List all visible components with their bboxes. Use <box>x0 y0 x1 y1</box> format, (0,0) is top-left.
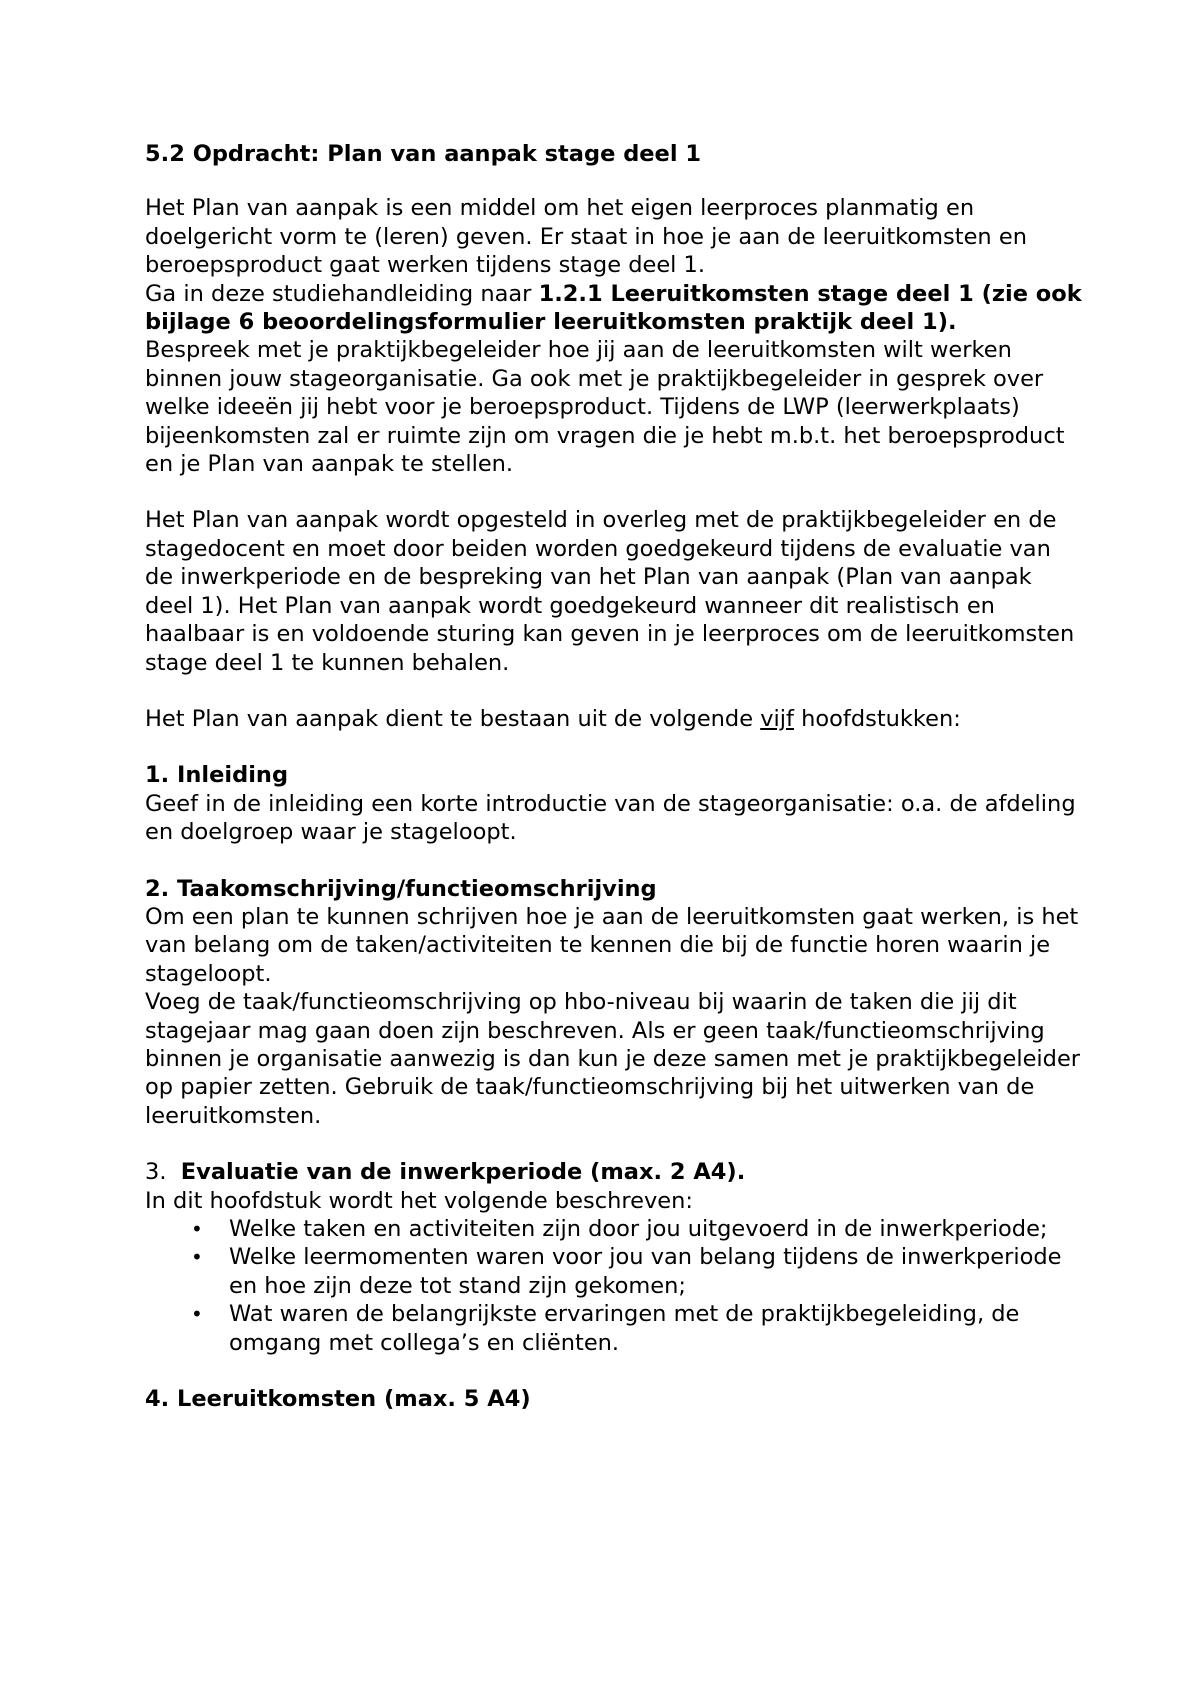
page-title: 5.2 Opdracht: Plan van aanpak stage deel 1 <box>145 141 702 167</box>
chapters-intro-prefix: Het Plan van aanpak dient te bestaan uit de volgende <box>145 705 761 732</box>
list-item-text: Welke leermomenten waren voor jou van belang tijdens de inwerkperiode en hoe zijn deze tot stand zijn gekomen; <box>229 1244 1062 1299</box>
intro-paragraph-2 <box>145 280 1085 337</box>
list-item <box>145 1300 1085 1357</box>
intro-paragraph-2-prefix: Ga in deze studiehandleiding naar <box>145 280 539 307</box>
approval-paragraph: Het Plan van aanpak wordt opgesteld in overleg met de praktijkbegeleider en de stagedocent en moet door beiden worden goedgekeurd tijdens de evaluatie van de inwerkperiode en de bespreking van het Plan van aanpak (Plan van aanpak deel 1). Het Plan van aanpak wordt goedgekeurd wanneer dit realistisch en haalbaar is en voldoende sturing kan geven in je leerproces om de leeruitkomsten stage deel 1 te kunnen behalen. <box>145 507 1075 676</box>
list-item-text: Welke taken en activiteiten zijn door jou uitgevoerd in de inwerkperiode; <box>229 1216 1048 1242</box>
list-item-text: Wat waren de belangrijkste ervaringen met de praktijkbegeleiding, de omgang met collega’s en cliënten. <box>229 1301 1020 1356</box>
list-item <box>145 1243 1085 1300</box>
section-3-number: 3. <box>145 1159 167 1186</box>
section-3-text: In dit hoofdstuk wordt het volgende beschreven: <box>145 1187 693 1214</box>
intro-paragraph-2-reference: 1.2.1 Leeruitkomsten stage deel 1 (zie ook bijlage 6 beoordelingsformulier leeruitkomsten praktijk deel 1). <box>145 280 1082 336</box>
section-4-heading: 4. Leeruitkomsten (max. 5 A4) <box>145 1386 531 1413</box>
section-3-heading <box>145 1158 1085 1186</box>
bullet-icon: • <box>191 1302 203 1327</box>
section-1-text: Geef in de inleiding een korte introductie van de stageorganisatie: o.a. de afdeling en doelgroep waar je stageloopt. <box>145 790 1076 846</box>
intro-paragraph-1: Het Plan van aanpak is een middel om het eigen leerproces planmatig en doelgericht vorm te (leren) geven. Er staat in hoe je aan de leeruitkomsten en beroepsproduct gaat werken tijdens stage deel 1. <box>145 195 1027 279</box>
section-3-heading-text: Evaluatie van de inwerkperiode (max. 2 A4). <box>180 1159 746 1186</box>
section-2-text-2: Voeg de taak/functieomschrijving op hbo-niveau bij waarin de taken die jij dit stagejaar mag gaan doen zijn beschreven. Als er geen taak/functieomschrijving binnen je organisatie aanwezig is dan kun je deze samen met je praktijkbegeleider op papier zetten. Gebruik de taak/functieomschrijving bij het uitwerken van de leeruitkomsten. <box>145 989 1081 1129</box>
section-1-heading: 1. Inleiding <box>145 762 289 789</box>
bullet-icon: • <box>191 1217 203 1241</box>
document-page <box>145 140 1085 1413</box>
list-item <box>145 1215 1085 1243</box>
section-3-bullet-list <box>145 1215 1085 1357</box>
bullet-icon: • <box>191 1245 203 1270</box>
chapters-intro-count: vijf <box>760 705 794 732</box>
section-2-text-1: Om een plan te kunnen schrijven hoe je aan de leeruitkomsten gaat werken, is het van belang om de taken/activiteiten te kennen die bij de functie horen waarin je stageloopt. <box>145 903 1079 987</box>
chapters-intro <box>145 705 1085 733</box>
section-2-heading: 2. Taakomschrijving/functieomschrijving <box>145 875 657 902</box>
intro-paragraph-3: Bespreek met je praktijkbegeleider hoe jij aan de leeruitkomsten wilt werken binnen jouw stageorganisatie. Ga ook met je praktijkbegeleider in gesprek over welke ideeën jij hebt voor je beroepsproduct. Tijdens de LWP (leerwerkplaats) bijeenkomsten zal er ruimte zijn om vragen die je hebt m.b.t. het beroepsproduct en je Plan van aanpak te stellen. <box>145 337 1065 478</box>
chapters-intro-suffix: hoofdstukken: <box>793 705 961 732</box>
